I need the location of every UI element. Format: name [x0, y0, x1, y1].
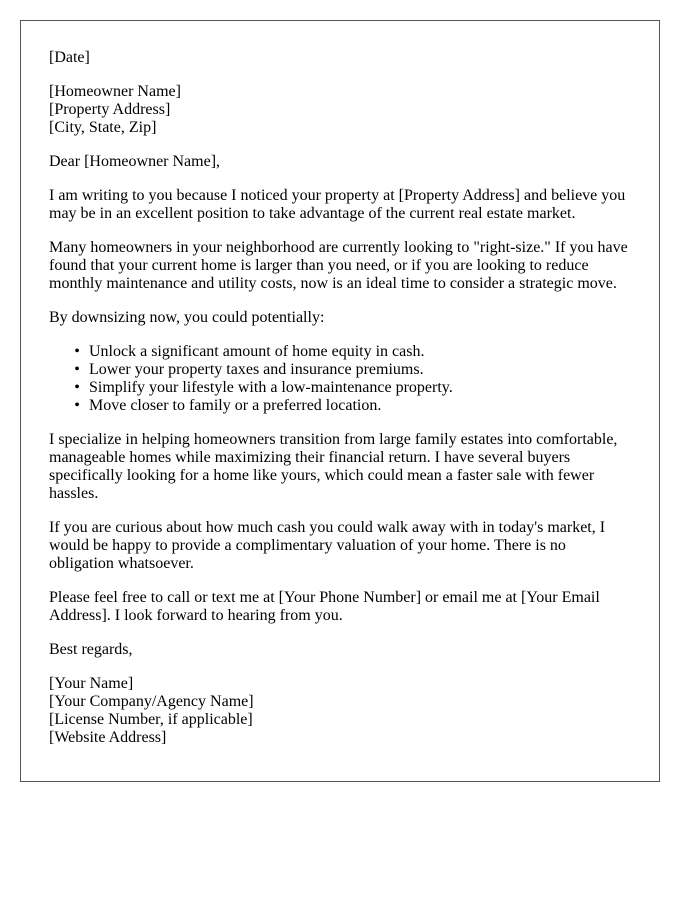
benefits-list — [49, 343, 631, 415]
recipient-address: [Property Address] — [49, 101, 171, 118]
list-item — [74, 343, 631, 361]
letter-page — [20, 20, 660, 782]
salutation: Dear [Homeowner Name], — [49, 153, 221, 170]
list-item-text: Lower your property taxes and insurance premiums. — [89, 361, 424, 378]
bullet-icon: • — [74, 361, 80, 378]
closing: Best regards, — [49, 641, 133, 658]
recipient-address-block — [49, 83, 631, 137]
list-item — [74, 379, 631, 397]
signature-block — [49, 675, 631, 747]
valuation-offer-paragraph: If you are curious about how much cash you could walk away with in today's market, I would be happy to provide a complimentary valuation of your home. There is no obligation whatsoever. — [49, 519, 606, 572]
letter-date-block — [49, 49, 631, 67]
bullet-icon: • — [74, 397, 80, 414]
contact-paragraph: Please feel free to call or text me at [Your Phone Number] or email me at [Your Email Address]. I look forward to hearing from you. — [49, 589, 600, 624]
sender-company: [Your Company/Agency Name] — [49, 693, 254, 710]
specialization-paragraph: I specialize in helping homeowners transition from large family estates into comfortable, manageable homes while maximizing their financial return. I have several buyers specifically looking for a home like yours, which could mean a faster sale with fewer hassles. — [49, 431, 618, 502]
list-item-text: Move closer to family or a preferred location. — [89, 397, 382, 414]
downsizing-lead-paragraph: By downsizing now, you could potentially: — [49, 309, 325, 326]
list-item-text: Simplify your lifestyle with a low-maintenance property. — [89, 379, 453, 396]
list-item — [74, 397, 631, 415]
right-size-paragraph: Many homeowners in your neighborhood are currently looking to "right-size." If you have found that your current home is larger than you need, or if you are looking to reduce monthly maintenance and utility costs, now is an ideal time to consider a strategic move. — [49, 239, 628, 292]
recipient-name: [Homeowner Name] — [49, 83, 181, 100]
list-item-text: Unlock a significant amount of home equity in cash. — [89, 343, 425, 360]
intro-paragraph: I am writing to you because I noticed your property at [Property Address] and believe you may be in an excellent position to take advantage of the current real estate market. — [49, 187, 626, 222]
sender-website: [Website Address] — [49, 729, 167, 746]
recipient-city-state-zip: [City, State, Zip] — [49, 119, 157, 136]
bullet-icon: • — [74, 343, 80, 360]
sender-license: [License Number, if applicable] — [49, 711, 253, 728]
sender-name: [Your Name] — [49, 675, 134, 692]
list-item — [74, 361, 631, 379]
letter-date: [Date] — [49, 49, 90, 66]
bullet-icon: • — [74, 379, 80, 396]
